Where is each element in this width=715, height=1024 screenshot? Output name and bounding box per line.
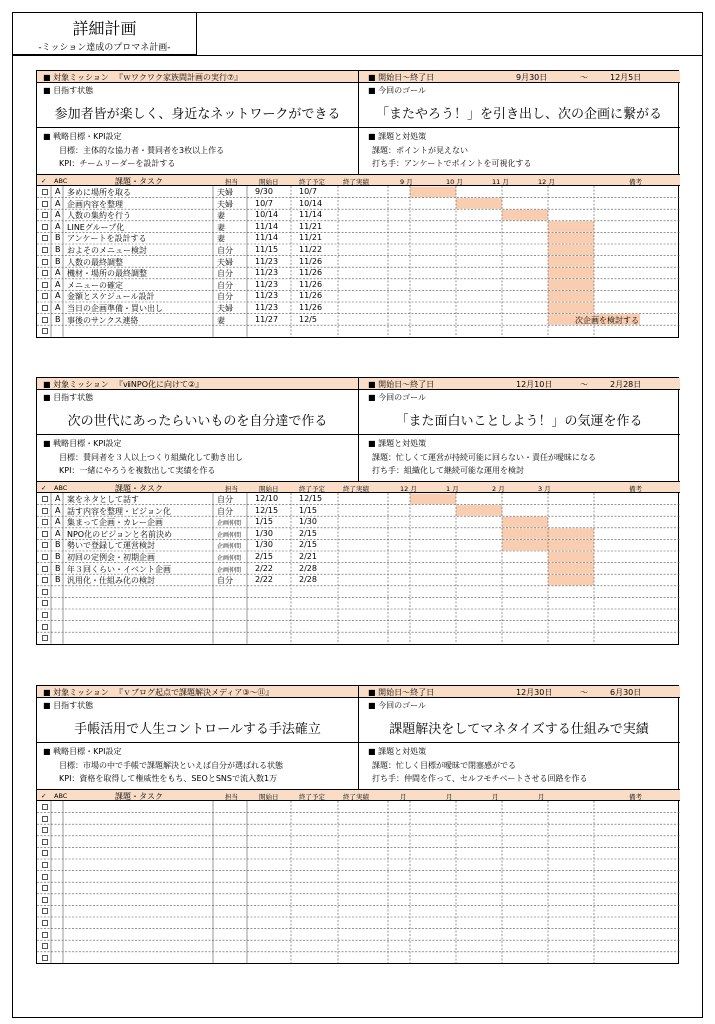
task-end-date: 2/28 (299, 563, 317, 573)
task-name: 勢いで登録して運営検討 (67, 541, 155, 551)
issue-line: 打ち手：アンケートでポイントを可視化する (372, 159, 532, 168)
task-checkbox[interactable] (42, 635, 48, 641)
task-priority: B (55, 245, 61, 254)
task-name: 初回の定例会・初期企画 (67, 553, 155, 562)
task-table-header (37, 174, 680, 186)
task-owner: 企画仲間 (217, 566, 242, 574)
task-table-header (37, 481, 680, 493)
task-owner: 夫婦 (217, 257, 233, 267)
period-start: 9月30日 (516, 73, 548, 82)
task-priority: B (55, 563, 61, 573)
strategy-label: ■ 戦略目標・KPI設定 (43, 132, 122, 141)
gantt-bar (548, 575, 594, 586)
header-end: 終了予定 (299, 793, 325, 801)
goal-state-text: 次の世代にあったらいいものを自分達で作る (67, 414, 328, 429)
gantt-bar (548, 563, 594, 574)
task-priority: A (55, 198, 61, 208)
task-priority: B (55, 256, 61, 266)
page-header (12, 12, 197, 55)
header-month: 3 月 (538, 485, 551, 493)
period-start: 12月10日 (516, 380, 553, 389)
task-checkbox[interactable] (42, 827, 48, 833)
gantt-bar (548, 291, 594, 302)
task-priority: A (55, 210, 61, 220)
task-end-date: 11/22 (299, 245, 323, 254)
task-owner: 夫婦 (217, 199, 233, 209)
section-divider (37, 127, 680, 128)
task-priority: A (55, 268, 61, 278)
goal-state-label: ■ 目指す状態 (43, 701, 94, 710)
period-bar (358, 686, 680, 698)
task-owner: 夫婦 (217, 304, 233, 313)
task-priority: A (55, 291, 61, 301)
task-end-date: 11/26 (299, 268, 323, 278)
header-notes: 備考 (629, 793, 642, 801)
task-name: LINEグループ化 (67, 222, 125, 232)
period-start: 12月30日 (516, 688, 553, 697)
task-checkbox[interactable] (42, 293, 48, 299)
task-owner: 自分 (217, 506, 233, 516)
task-checkbox[interactable] (42, 955, 48, 961)
mission-title-bar (37, 686, 358, 698)
period-label: ■ 開始日～終了日 (368, 380, 435, 389)
issue-line: 課題：ポイントが見えない (372, 146, 468, 155)
gantt-bar (548, 268, 594, 279)
task-name: 企画内容を整理 (67, 199, 123, 209)
header-end: 終了予定 (299, 485, 325, 493)
task-end-date: 11/26 (299, 256, 323, 266)
task-priority: A (55, 187, 61, 196)
task-checkbox[interactable] (42, 908, 48, 914)
task-owner: 自分 (217, 269, 233, 279)
task-checkbox[interactable] (42, 943, 48, 949)
header-actual: 終了実績 (343, 485, 369, 493)
issue-line: 課題：忙しく目標が曖昧で閉塞感がでる (372, 761, 516, 770)
task-start-date: 9/30 (255, 187, 273, 196)
gantt-bar (548, 233, 594, 244)
header-check: ✓ (41, 792, 47, 800)
task-checkbox[interactable] (42, 600, 48, 606)
gantt-bar (548, 303, 594, 314)
current-goal-text: 「またやろう！」を引き出し、次の企画に繋がる (375, 107, 662, 122)
task-priority: A (55, 517, 61, 527)
task-priority: A (55, 303, 61, 312)
header-task: 課題・タスク (115, 177, 163, 186)
header-month: 9 月 (400, 178, 413, 186)
header-abc: ABC (54, 484, 68, 492)
issues-label: ■ 課題と対処策 (368, 439, 427, 448)
task-owner: 妻 (217, 222, 225, 232)
header-month: 12 月 (538, 178, 555, 186)
task-end-date: 2/28 (299, 575, 317, 585)
gantt-bar (410, 187, 456, 198)
task-owner: 企画仲間 (217, 520, 242, 528)
task-start-date: 11/14 (255, 221, 279, 231)
task-checkbox[interactable] (42, 247, 48, 253)
page-subtitle: -ミッション達成のプロマネ計画- (38, 43, 171, 53)
task-priority: A (55, 221, 61, 231)
task-checkbox[interactable] (42, 201, 48, 207)
task-checkbox[interactable] (42, 270, 48, 276)
period-tilde: ～ (580, 688, 588, 697)
task-checkbox[interactable] (42, 612, 48, 618)
header-end: 終了予定 (299, 178, 325, 186)
task-owner: 自分 (217, 246, 233, 255)
goal-state-text: 手帳活用で人生コントロールする手法確立 (74, 722, 321, 737)
gantt-bar (548, 279, 594, 290)
mission-label: ■ 対象ミッション (43, 73, 109, 82)
task-owner: 企画仲間 (217, 555, 242, 562)
task-owner: 妻 (217, 234, 225, 244)
header-notes: 備考 (629, 178, 642, 186)
task-checkbox[interactable] (42, 566, 48, 572)
period-end: 2月28日 (610, 380, 642, 389)
task-checkbox[interactable] (42, 885, 48, 891)
task-start-date: 2/15 (255, 552, 273, 561)
task-priority: B (55, 552, 61, 561)
task-table-header (37, 789, 680, 801)
task-name: NPO化のビジョンと名前決め (67, 529, 172, 539)
task-checkbox[interactable] (42, 496, 48, 502)
task-priority: B (55, 314, 61, 324)
strategy-line: 目標：賛同者を３人以上つくり組織化して動き出し (59, 453, 243, 462)
mission-label: ■ 対象ミッション (43, 380, 109, 389)
header-month: 月 (538, 793, 545, 801)
task-checkbox[interactable] (42, 317, 48, 323)
task-end-date: 1/15 (299, 505, 317, 515)
current-goal-label: ■ 今回のゴール (368, 701, 426, 710)
task-name: 年３回くらい・イベント企画 (67, 564, 171, 574)
issues-label: ■ 課題と対処策 (368, 132, 427, 141)
task-owner: 自分 (217, 495, 233, 504)
header-month: 月 (446, 793, 453, 801)
gantt-bar (456, 505, 502, 516)
goal-state-label: ■ 目指す状態 (43, 86, 94, 95)
period-tilde: ～ (580, 73, 588, 82)
mission-divider (358, 71, 359, 174)
header-start: 開始日 (259, 178, 279, 186)
task-end-date: 2/21 (299, 552, 317, 561)
task-owner: 自分 (217, 292, 233, 302)
task-end-date: 10/14 (299, 198, 323, 208)
goal-state-text: 参加者皆が楽しく、身近なネットワークができる (54, 107, 341, 122)
current-goal-text: 課題解決をしてマネタイズする仕組みで実績 (389, 722, 649, 737)
task-name: 当日の企画準備・買い出し (67, 304, 163, 313)
strategy-line: KPI：一緒にやろうを複数出して実績を作る (59, 466, 216, 475)
task-owner: 自分 (217, 576, 233, 586)
header-month: 月 (492, 793, 499, 801)
task-end-date: 2/15 (299, 528, 317, 538)
header-start: 開始日 (259, 793, 279, 801)
task-owner: 夫婦 (217, 188, 233, 197)
task-start-date: 1/15 (255, 517, 273, 527)
mission-block (36, 377, 679, 645)
task-priority: B (55, 233, 61, 243)
task-checkbox[interactable] (42, 816, 48, 822)
task-name: 汎用化・仕組み化の検討 (67, 576, 155, 586)
strategy-line: KPI：チームリーダーを設計する (59, 159, 176, 168)
issue-line: 打ち手：組織化して継続可能な運用を検討 (372, 466, 524, 475)
header-border (197, 12, 703, 55)
header-month: 2 月 (492, 485, 505, 493)
task-checkbox[interactable] (42, 804, 48, 810)
task-start-date: 1/30 (255, 540, 273, 550)
gantt-bar (548, 256, 594, 267)
task-start-date: 11/23 (255, 291, 279, 301)
task-checkbox[interactable] (42, 839, 48, 845)
task-checkbox[interactable] (42, 624, 48, 630)
task-checkbox[interactable] (42, 932, 48, 938)
task-checkbox[interactable] (42, 542, 48, 548)
gantt-bar (410, 494, 456, 505)
header-month: 12 月 (400, 485, 417, 493)
task-name: 集まって企画・カレー企画 (67, 518, 163, 528)
header-start: 開始日 (259, 485, 279, 493)
task-start-date: 11/23 (255, 268, 279, 278)
task-checkbox[interactable] (42, 554, 48, 560)
mission-divider (358, 686, 359, 789)
task-priority: A (55, 494, 61, 503)
mission-label: ■ 対象ミッション (43, 688, 109, 697)
task-start-date: 11/14 (255, 233, 279, 243)
task-note: 次企画を検討する (575, 315, 639, 325)
header-owner: 担当 (225, 485, 238, 493)
period-label: ■ 開始日～終了日 (368, 73, 435, 82)
task-name: 案をネタとして話す (67, 495, 139, 504)
page-title: 詳細計画 (72, 19, 137, 38)
section-divider (37, 434, 680, 435)
period-end: 12月5日 (610, 73, 642, 82)
task-start-date: 2/22 (255, 575, 273, 585)
task-priority: A (55, 279, 61, 289)
mission-title-bar (37, 71, 358, 83)
task-priority: A (55, 528, 61, 538)
issues-label: ■ 課題と対処策 (368, 747, 427, 756)
header-task: 課題・タスク (115, 792, 163, 801)
task-start-date: 1/30 (255, 528, 273, 538)
task-owner: 妻 (217, 211, 225, 221)
mission-title: 『ⅶNPO化に向けて②』 (115, 380, 204, 389)
section-divider (37, 742, 680, 743)
task-start-date: 11/23 (255, 279, 279, 289)
task-start-date: 11/23 (255, 303, 279, 312)
header-abc: ABC (54, 177, 68, 185)
task-owner: 企画仲間 (217, 531, 242, 539)
task-checkbox[interactable] (42, 305, 48, 311)
header-month: 月 (400, 793, 407, 801)
task-priority: A (55, 505, 61, 515)
task-checkbox[interactable] (42, 224, 48, 230)
task-end-date: 11/21 (299, 221, 323, 231)
header-month: 1 月 (446, 485, 459, 493)
gantt-bar (548, 245, 594, 256)
task-checkbox[interactable] (42, 508, 48, 514)
task-end-date: 12/15 (299, 494, 323, 503)
task-end-date: 11/14 (299, 210, 323, 220)
header-check: ✓ (41, 177, 47, 185)
header-check: ✓ (41, 484, 47, 492)
task-name: 機材・場所の最終調整 (67, 269, 147, 279)
task-end-date: 1/30 (299, 517, 317, 527)
gantt-bar (548, 552, 594, 563)
header-owner: 担当 (225, 178, 238, 186)
mission-block (36, 70, 679, 338)
mission-block (36, 685, 679, 964)
task-owner: 自分 (217, 280, 233, 290)
task-name: 事後のサンクス連絡 (67, 315, 139, 325)
current-goal-label: ■ 今回のゴール (368, 86, 426, 95)
gantt-bar (456, 198, 502, 209)
period-bar (358, 378, 680, 390)
task-end-date: 11/26 (299, 291, 323, 301)
header-notes: 備考 (629, 485, 642, 493)
task-priority: B (55, 575, 61, 585)
strategy-line: 目標：主体的な協力者・賛同者を3枚以上作る (59, 146, 225, 155)
task-checkbox[interactable] (42, 212, 48, 218)
task-name: 人数の集約を行う (67, 211, 131, 221)
mission-title-bar (37, 378, 358, 390)
header-task: 課題・タスク (115, 484, 163, 493)
header-abc: ABC (54, 792, 68, 800)
task-end-date: 11/26 (299, 303, 323, 312)
task-start-date: 11/23 (255, 256, 279, 266)
header-month: 11 月 (492, 178, 509, 186)
period-label: ■ 開始日～終了日 (368, 688, 435, 697)
task-end-date: 10/7 (299, 187, 317, 196)
task-checkbox[interactable] (42, 589, 48, 595)
task-name: およそのメニュー検討 (67, 246, 147, 255)
mission-divider (358, 378, 359, 481)
task-name: 金額とスケジュール設計 (67, 292, 155, 302)
task-end-date: 11/26 (299, 279, 323, 289)
issue-line: 打ち手：仲間を作って、セルフモチベートさせる回路を作る (372, 774, 588, 783)
task-name: 人数の最終調整 (67, 257, 123, 267)
task-checkbox[interactable] (42, 874, 48, 880)
header-actual: 終了実績 (343, 178, 369, 186)
mission-title: 『ｖブログ起点で課題解決メディア③～⑪』 (115, 688, 274, 697)
current-goal-text: 「また面白いことしよう！」の気運を作る (395, 414, 643, 429)
task-start-date: 10/14 (255, 210, 279, 220)
header-actual: 終了実績 (343, 793, 369, 801)
header-owner: 担当 (225, 793, 238, 801)
task-grid (37, 801, 680, 963)
task-checkbox[interactable] (42, 519, 48, 525)
current-goal-label: ■ 今回のゴール (368, 393, 426, 402)
task-checkbox[interactable] (42, 850, 48, 856)
task-checkbox[interactable] (42, 189, 48, 195)
strategy-label: ■ 戦略目標・KPI設定 (43, 747, 122, 756)
period-tilde: ～ (580, 380, 588, 389)
task-start-date: 11/15 (255, 245, 279, 254)
task-checkbox[interactable] (42, 920, 48, 926)
task-name: メニューの確定 (67, 280, 123, 290)
task-priority: B (55, 540, 61, 550)
task-checkbox[interactable] (42, 282, 48, 288)
task-start-date: 10/7 (255, 198, 273, 208)
task-checkbox[interactable] (42, 328, 48, 334)
task-end-date: 11/21 (299, 233, 323, 243)
issue-line: 課題：忙しくて運営が持続可能に回らない・責任が曖昧になる (372, 453, 596, 462)
task-name: アンケートを設計する (67, 234, 147, 244)
period-bar (358, 71, 680, 83)
task-start-date: 11/27 (255, 314, 279, 324)
task-checkbox[interactable] (42, 862, 48, 868)
task-name: 話す内容を整理・ビジョン化 (67, 506, 171, 516)
header-month: 10 月 (446, 178, 463, 186)
task-start-date: 12/15 (255, 505, 279, 515)
gantt-bar (548, 221, 594, 232)
mission-title: 『ｗワクワク家族間計画の実行⑦』 (115, 73, 243, 82)
gantt-bar (502, 517, 548, 528)
period-end: 6月30日 (610, 688, 642, 697)
strategy-line: KPI：資格を取得して権威性をもち、SEOとSNSで流入数1万 (59, 774, 278, 783)
task-start-date: 2/22 (255, 563, 273, 573)
goal-state-label: ■ 目指す状態 (43, 393, 94, 402)
task-checkbox[interactable] (42, 897, 48, 903)
task-name: 多めに場所を取る (67, 188, 131, 197)
task-checkbox[interactable] (42, 259, 48, 265)
task-checkbox[interactable] (42, 577, 48, 583)
gantt-bar (502, 540, 594, 551)
gantt-bar (502, 210, 548, 221)
task-checkbox[interactable] (42, 235, 48, 241)
task-owner: 企画仲間 (217, 543, 242, 551)
task-owner: 妻 (217, 315, 225, 325)
strategy-line: 目標：市場の中で手帳で課題解決といえば自分が選ばれる状態 (59, 761, 283, 770)
task-end-date: 2/15 (299, 540, 317, 550)
task-start-date: 12/10 (255, 494, 279, 503)
strategy-label: ■ 戦略目標・KPI設定 (43, 439, 122, 448)
task-checkbox[interactable] (42, 531, 48, 537)
task-end-date: 12/5 (299, 314, 317, 324)
